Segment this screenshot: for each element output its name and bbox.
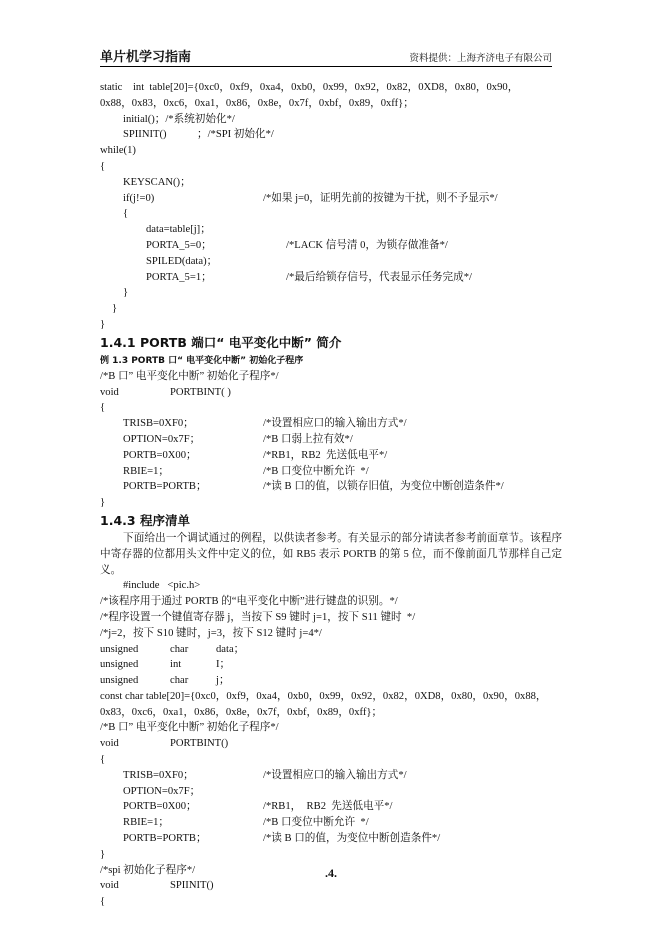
code-statement: /*程序设置一个键值寄存器 j，当按下 S9 键时 j=1，按下 S11 键时 */	[100, 611, 416, 623]
code-line	[100, 143, 562, 159]
code-statement: SPIINIT()	[123, 129, 167, 141]
code-statement: unsigned	[100, 643, 139, 655]
code-line	[100, 369, 562, 385]
code-comment: /*最后给锁存信号，代表显示任务完成*/	[286, 271, 472, 283]
code-statement: PORTB=0X00；	[123, 449, 197, 461]
code-statement: void	[100, 386, 119, 398]
code-comment: /*RB1， RB2 先送低电平*/	[263, 801, 393, 813]
code-comment: /*B 口弱上拉有效*/	[263, 433, 353, 445]
code-statement: RBIE=1；	[123, 465, 169, 477]
code-line	[100, 642, 562, 658]
code-line	[100, 626, 562, 642]
code-statement: }	[123, 287, 129, 299]
code-statement: {	[123, 208, 129, 220]
code-line	[100, 657, 562, 673]
code-comment: char	[170, 643, 189, 655]
document-body	[100, 80, 562, 910]
code-line	[100, 736, 562, 752]
code-statement: PORTA_5=1；	[146, 271, 212, 283]
code-comment: /*读 B 口的值，为变位中断创造条件*/	[263, 833, 441, 845]
code-statement: OPTION=0x7F；	[123, 433, 201, 445]
code-comment: /*读 B 口的值，以锁存旧值，为变位中断创造条件*/	[263, 481, 504, 493]
code-comment: /*设置相应口的输入输出方式*/	[263, 769, 407, 781]
code-line	[100, 238, 562, 254]
code-statement: /*B 口” 电平变化中断” 初始化子程序*/	[100, 370, 279, 382]
code-line	[100, 416, 562, 432]
code-line	[100, 270, 562, 286]
code-statement: {	[100, 402, 106, 414]
code-line	[100, 385, 562, 401]
code-statement: }	[112, 303, 118, 315]
code-line	[100, 479, 562, 495]
code-statement: SPILED(data)；	[146, 255, 218, 267]
code-line	[100, 784, 562, 800]
code-line	[100, 464, 562, 480]
code-identifier: I；	[216, 659, 231, 671]
code-statement: data=table[j]；	[146, 224, 211, 236]
code-line: 0x88，0x83，0xc6，0xa1，0x86，0x8e，0x7f，0xbf，0x89，0xff}；	[100, 97, 414, 109]
code-statement: initial()；/*系统初始化*/	[123, 113, 235, 125]
code-statement: /*j=2，按下 S10 键时，j=3，按下 S12 键时 j=4*/	[100, 627, 322, 639]
code-comment: /*LACK 信号清 0，为锁存做准备*/	[286, 239, 448, 251]
code-statement: }	[100, 848, 106, 860]
code-statement: void	[100, 880, 119, 892]
code-line	[100, 301, 562, 317]
code-comment: PORTBINT( )	[170, 386, 231, 398]
code-line	[100, 831, 562, 847]
code-line	[100, 175, 562, 191]
code-statement: PORTB=0X00；	[123, 801, 197, 813]
code-statement: PORTB=PORTB；	[123, 481, 207, 493]
code-line	[100, 159, 562, 175]
code-comment: char	[170, 675, 189, 687]
code-comment: /*设置相应口的输入输出方式*/	[263, 418, 407, 430]
code-line	[100, 847, 562, 863]
code-line	[100, 610, 562, 626]
code-statement: OPTION=0x7F；	[123, 785, 201, 797]
code-line: const char table[20]={0xc0，0xf9，0xa4，0xb0，0x99，0x92，0x82，0XD8，0x80，0x90，0x88，	[100, 690, 547, 702]
page-header	[100, 44, 552, 67]
code-statement: TRISB=0XF0；	[123, 418, 194, 430]
code-line	[100, 673, 562, 689]
paragraph: 下面给出一个调试通过的例程，以供读者参考。有关显示的部分请读者参考前面章节。该程序中寄存器的位都用头文件中定义的位，如 RB5 表示 PORTB 的第 5 位，而不像前面几节那样自己定义。	[100, 532, 562, 576]
code-statement: RBIE=1；	[123, 817, 169, 829]
code-line	[100, 815, 562, 831]
example-heading: 例 1.3 PORTB 口“ 电平变化中断” 初始化子程序	[100, 355, 304, 366]
code-statement: void	[100, 738, 119, 750]
code-comment: /*B 口变位中断允许 */	[263, 465, 369, 477]
code-comment: ；/*SPI 初始化*/	[197, 129, 274, 141]
code-line	[100, 254, 562, 270]
code-line	[100, 768, 562, 784]
code-line	[100, 127, 562, 143]
code-statement: {	[100, 754, 106, 766]
code-statement: /*spi 初始化子程序*/	[100, 864, 196, 876]
code-identifier: j；	[216, 675, 230, 687]
code-line	[100, 448, 562, 464]
code-line	[100, 495, 562, 511]
code-comment: /*RB1，RB2 先送低电平*/	[263, 449, 388, 461]
code-statement: unsigned	[100, 675, 139, 687]
code-statement: }	[100, 497, 106, 509]
code-line	[100, 594, 562, 610]
code-statement: KEYSCAN()；	[123, 176, 191, 188]
code-comment: int	[170, 659, 182, 671]
code-comment: /*如果 j=0，证明先前的按键为干扰，则不予显示*/	[263, 192, 498, 204]
code-line	[100, 222, 562, 238]
code-line	[100, 752, 562, 768]
header-title: 单片机学习指南	[100, 50, 192, 65]
code-comment: PORTBINT()	[170, 738, 229, 750]
code-statement: {	[100, 160, 106, 172]
code-identifier: data；	[216, 643, 245, 655]
code-line: 0x83，0xc6，0xa1，0x86，0x8e，0x7f，0xbf，0x89，0xff}；	[100, 706, 383, 718]
code-line	[100, 799, 562, 815]
code-statement: }	[100, 318, 106, 330]
code-line	[100, 432, 562, 448]
page-number: .4.	[325, 866, 337, 880]
code-line	[100, 206, 562, 222]
code-line	[100, 317, 562, 333]
code-line: static int table[20]={0xc0，0xf9，0xa4，0xb0，0x99，0x92，0x82，0XD8，0x80，0x90，	[100, 82, 519, 93]
code-statement: PORTB=PORTB；	[123, 833, 207, 845]
code-statement: while(1)	[100, 145, 136, 157]
code-line	[100, 112, 562, 128]
code-comment: SPIINIT()	[170, 880, 214, 892]
code-line	[100, 285, 562, 301]
code-statement: PORTA_5=0；	[146, 239, 212, 251]
code-statement: TRISB=0XF0；	[123, 769, 194, 781]
code-statement: #include <pic.h>	[123, 580, 201, 592]
section-heading: 1.4.1 PORTB 端口“ 电平变化中断” 简介	[100, 334, 342, 350]
code-line	[100, 191, 562, 207]
code-line	[100, 578, 562, 594]
header-source: 资料提供：上海齐济电子有限公司	[409, 53, 552, 64]
code-comment: /*B 口变位中断允许 */	[263, 817, 369, 829]
section-heading: 1.4.3 程序清单	[100, 512, 190, 528]
code-line	[100, 400, 562, 416]
code-statement: {	[100, 896, 106, 908]
code-statement: if(j!=0)	[123, 192, 155, 204]
code-statement: /*B 口” 电平变化中断” 初始化子程序*/	[100, 722, 279, 734]
code-line	[100, 720, 562, 736]
code-line	[100, 894, 562, 910]
code-statement: unsigned	[100, 659, 139, 671]
code-statement: /*该程序用于通过 PORTB 的“电平变化中断”进行键盘的识别。*/	[100, 596, 398, 608]
